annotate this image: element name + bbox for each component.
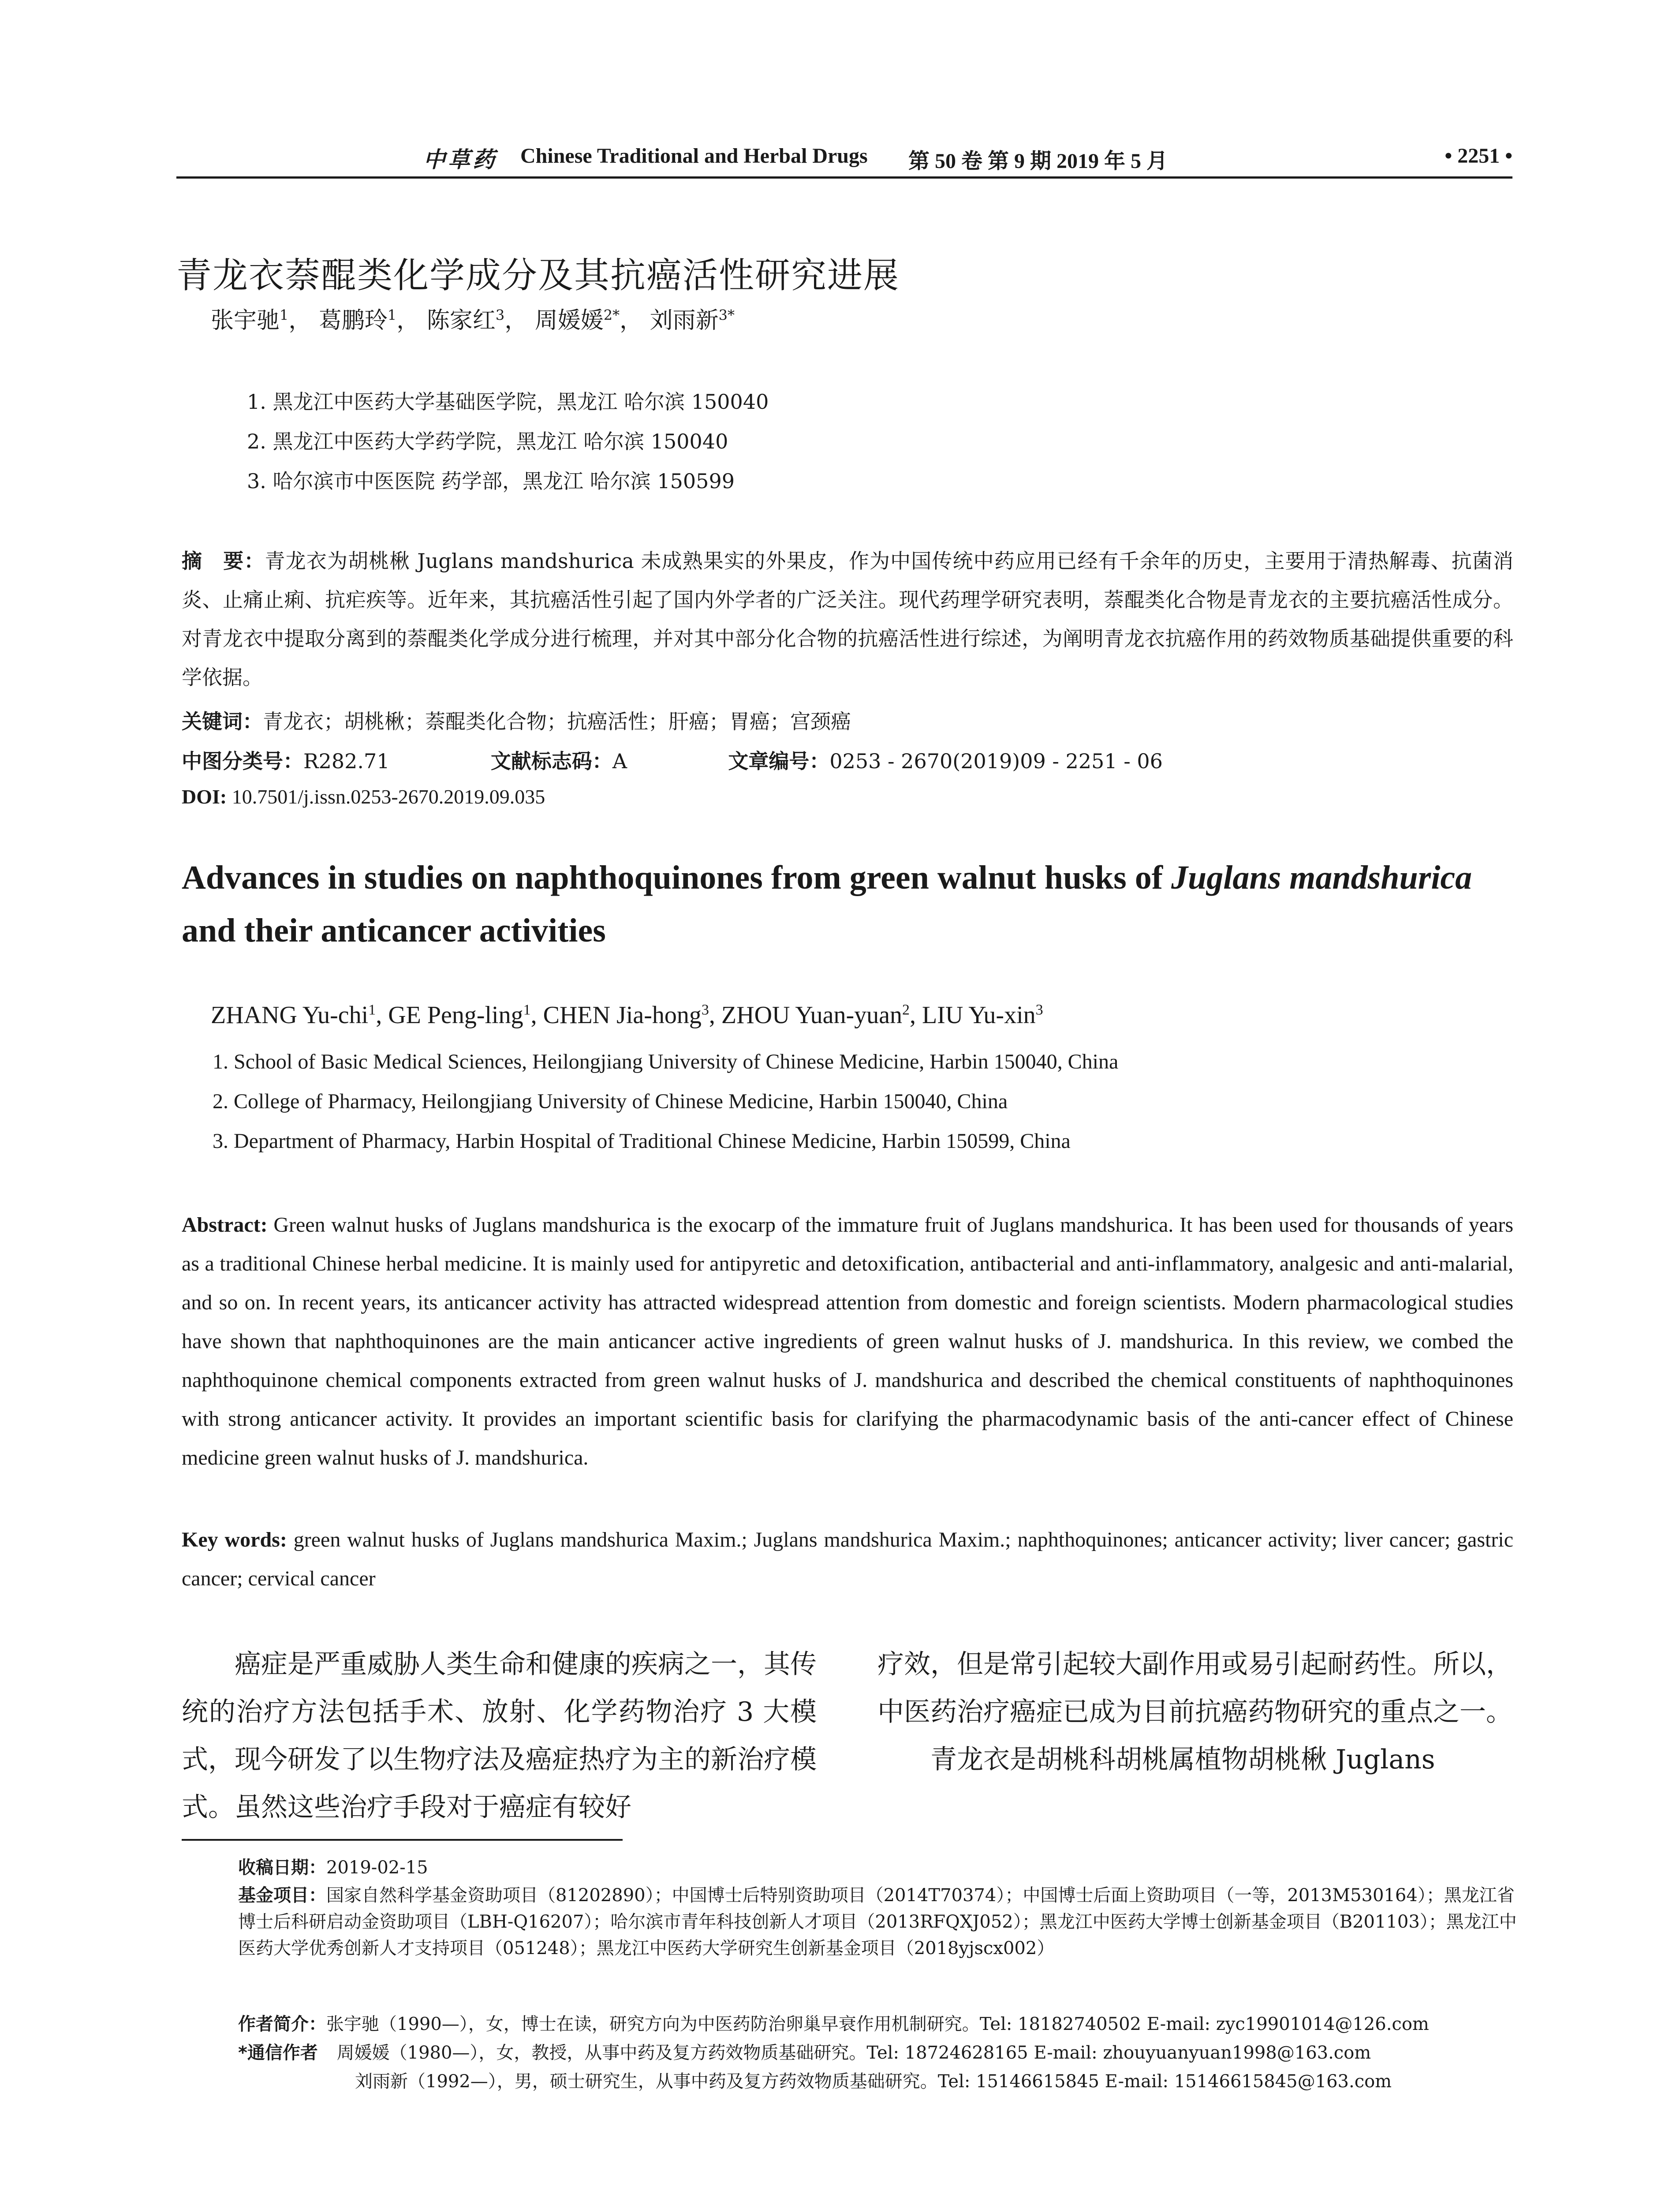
page-number: • 2251 • [1445, 144, 1512, 168]
chinese-affiliation-2: 2. 黑龙江中医药大学药学院，黑龙江 哈尔滨 150040 [247, 430, 728, 453]
body-paragraph: 癌症是严重威胁人类生命和健康的疾病之一，其传统的治疗方法包括手术、放射、化学药物治疗 3 大模式，现今研发了以生物疗法及癌症热疗为主的新治疗模式。虽然这些治疗手段对于癌症有较好 [182, 1649, 817, 1823]
author-name: 张宇驰 [211, 307, 280, 334]
english-title-part: and their anticancer activities [182, 912, 606, 949]
journal-name: Chinese Traditional and Herbal Drugs [520, 144, 868, 168]
doi-value: 10.7501/j.issn.0253-2670.2019.09.035 [231, 785, 545, 808]
footnote-corresponding [238, 2040, 1517, 2066]
english-affiliation-1: 1. School of Basic Medical Sciences, Heilongjiang University of Chinese Medicine, Harbin 150040, China [213, 1050, 1119, 1073]
author-name: 陈家红 [426, 307, 496, 334]
author-name: GE Peng-ling [388, 1002, 523, 1029]
author-sup: 1 [387, 306, 397, 324]
author-sup: 3 [1035, 1002, 1043, 1018]
author-bio-text: 张宇驰（1990—），女，博士在读，研究方向为中医药防治卵巢早衰作用机制研究。Tel: 18182740502 E-mail: zyc19901014@126.com [326, 2014, 1429, 2034]
keywords-label: 关键词： [182, 710, 263, 733]
clc-label: 中图分类号： [182, 749, 303, 773]
chinese-abstract [182, 542, 1513, 697]
author-name: ZHOU Yuan-yuan [721, 1002, 902, 1029]
english-title-part: Advances in studies on naphthoquinones from green walnut husks of [182, 859, 1172, 896]
author-name: LIU Yu-xin [922, 1002, 1036, 1029]
english-abstract [182, 1206, 1513, 1477]
corresponding-author-2: 刘雨新（1992—），男，硕士研究生，从事中药及复方药效物质基础研究。Tel: 15146615845 E-mail: 15146615845@163.com [355, 2071, 1392, 2092]
journal-logo: 中草药 [423, 146, 497, 172]
article-no-value: 0253 - 2670(2019)09 - 2251 - 06 [829, 749, 1163, 773]
running-header [176, 140, 1512, 176]
author-name: 周媛媛 [534, 307, 604, 334]
footnote-rule [182, 1839, 623, 1841]
body-left-column [182, 1641, 817, 1831]
corresponding-label: *通信作者 [238, 2043, 318, 2063]
english-affiliation-2: 2. College of Pharmacy, Heilongjiang University of Chinese Medicine, Harbin 150040, China [213, 1090, 1008, 1113]
author-name: ZHANG Yu-chi [211, 1002, 369, 1029]
english-authors: ZHANG Yu-chi$^1$, GE Peng-ling$^1$, CHEN Jia-hong$^3$, ZHOU Yuan-yuan$^2$, LIU Yu-xin$^3$ [211, 1002, 1043, 1029]
english-title [182, 851, 1505, 957]
abstract-label: 摘 要： [182, 549, 265, 573]
received-label: 收稿日期： [238, 1857, 326, 1878]
clc-value: R282.71 [303, 749, 390, 773]
author-sup: 3 [495, 306, 505, 324]
footnote-fund [238, 1882, 1517, 1962]
english-title-species: Juglans mandshurica [1171, 859, 1472, 896]
english-affiliation-3: 3. Department of Pharmacy, Harbin Hospital of Traditional Chinese Medicine, Harbin 150599, China [213, 1129, 1071, 1153]
body-right-column [877, 1641, 1512, 1783]
chinese-affiliation-1: 1. 黑龙江中医药大学基础医学院，黑龙江 哈尔滨 150040 [247, 390, 769, 414]
volume-issue: 第 50 卷 第 9 期 2019 年 5 月 [908, 149, 1168, 173]
author-name: CHEN Jia-hong [543, 1002, 702, 1029]
received-date: 2019-02-15 [326, 1857, 428, 1878]
author-sup: 2* [603, 306, 620, 324]
author-sup: 3* [718, 306, 735, 324]
author-name: 葛鹏玲 [318, 307, 388, 334]
keywords-text: green walnut husks of Juglans mandshurica Maxim.; Juglans mandshurica Maxim.; naphthoquinones; anticancer activity; liver cancer; gastric cancer; cervical cancer [182, 1528, 1514, 1590]
article-no-label: 文章编号： [728, 749, 830, 773]
header-rule [176, 176, 1512, 179]
author-bio-label: 作者简介： [238, 2014, 326, 2034]
chinese-title: 青龙衣萘醌类化学成分及其抗癌活性研究进展 [176, 255, 900, 296]
corresponding-author-1: 周媛媛（1980—），女，教授，从事中药及复方药效物质基础研究。Tel: 18724628165 E-mail: zhouyuanyuan1998@163.com [336, 2043, 1371, 2063]
fund-text: 国家自然科学基金资助项目（81202890）；中国博士后特别资助项目（2014T70374）；中国博士后面上资助项目（一等，2013M530164）；黑龙江省博士后科研启动金资助项目（LBH-Q16207）；哈尔滨市青年科技创新人才项目（2013RFQXJ052）；黑龙江中医药大学博士创新基金项目（B201103）；黑龙江中医药大学优秀创新人才支持项目（051248）；黑龙江中医药大学研究生创新基金项目（2018yjscx002） [238, 1885, 1517, 1958]
abstract-text: 青龙衣为胡桃楸 Juglans mandshurica 未成熟果实的外果皮，作为中国传统中药应用已经有千余年的历史，主要用于清热解毒、抗菌消炎、止痛止痢、抗疟疾等。近年来，其抗癌活性引起了国内外学者的广泛关注。现代药理学研究表明，萘醌类化合物是青龙衣的主要抗癌活性成分。对青龙衣中提取分离到的萘醌类化学成分进行梳理，并对其中部分化合物的抗癌活性进行综述，为阐明青龙衣抗癌作用的药效物质基础提供重要的科学依据。 [182, 549, 1513, 689]
chinese-keywords [182, 706, 851, 735]
author-sup: 1 [280, 306, 289, 324]
classification-line [182, 745, 1163, 774]
keywords-label: Key words: [182, 1528, 287, 1551]
footnote-corresponding-2 [238, 2068, 1634, 2095]
abstract-text: Green walnut husks of Juglans mandshurica is the exocarp of the immature fruit of Juglans mandshurica. It has been used for thousands of years as a traditional Chinese herbal medicine. It is mainly used for antipyretic and detoxification, antibacterial and anti-inflammatory, analgesic and anti-malarial, and so on. In recent years, its anticancer activity has attracted widespread attention from domestic and foreign scientists. Modern pharmacological studies have shown that naphthoquinones are the main anticancer active ingredients of green walnut husks of J. mandshurica. In this review, we combed the naphthoquinone chemical components extracted from green walnut husks of J. mandshurica and described the chemical constituents of naphthoquinones with strong anticancer activity. It provides an important scientific basis for clarifying the pharmacodynamic basis of the anti-cancer effect of Chinese medicine green walnut husks of J. mandshurica. [182, 1213, 1514, 1469]
doc-code-value: A [612, 749, 627, 773]
footnote-author [238, 2011, 1517, 2037]
doi-line [182, 785, 545, 808]
keywords-text: 青龙衣；胡桃楸；萘醌类化合物；抗癌活性；肝癌；胃癌；宫颈癌 [263, 710, 851, 733]
author-sup: 3 [701, 1002, 709, 1018]
english-keywords [182, 1521, 1513, 1598]
doi-label: DOI: [182, 785, 227, 808]
author-name: 刘雨新 [650, 307, 719, 334]
body-paragraph: 疗效，但是常引起较大副作用或易引起耐药性。所以，中医药治疗癌症已成为目前抗癌药物研究的重点之一。 [877, 1649, 1512, 1727]
body-paragraph: 青龙衣是胡桃科胡桃属植物胡桃楸 Juglans [930, 1744, 1435, 1775]
abstract-label: Abstract: [182, 1213, 268, 1237]
author-sup: 1 [523, 1002, 531, 1018]
doc-code-label: 文献标志码： [490, 749, 612, 773]
chinese-affiliation-3: 3. 哈尔滨市中医医院 药学部，黑龙江 哈尔滨 150599 [247, 469, 735, 493]
author-sup: 2 [902, 1002, 910, 1018]
author-sup: 1 [368, 1002, 376, 1018]
footnote-received [238, 1854, 1517, 1881]
fund-label: 基金项目： [238, 1885, 326, 1906]
chinese-authors: 张宇驰$^1$， 葛鹏玲$^1$， 陈家红$^3$， 周媛媛$^{2*}$， 刘雨新$^{3*}$ [211, 306, 735, 334]
